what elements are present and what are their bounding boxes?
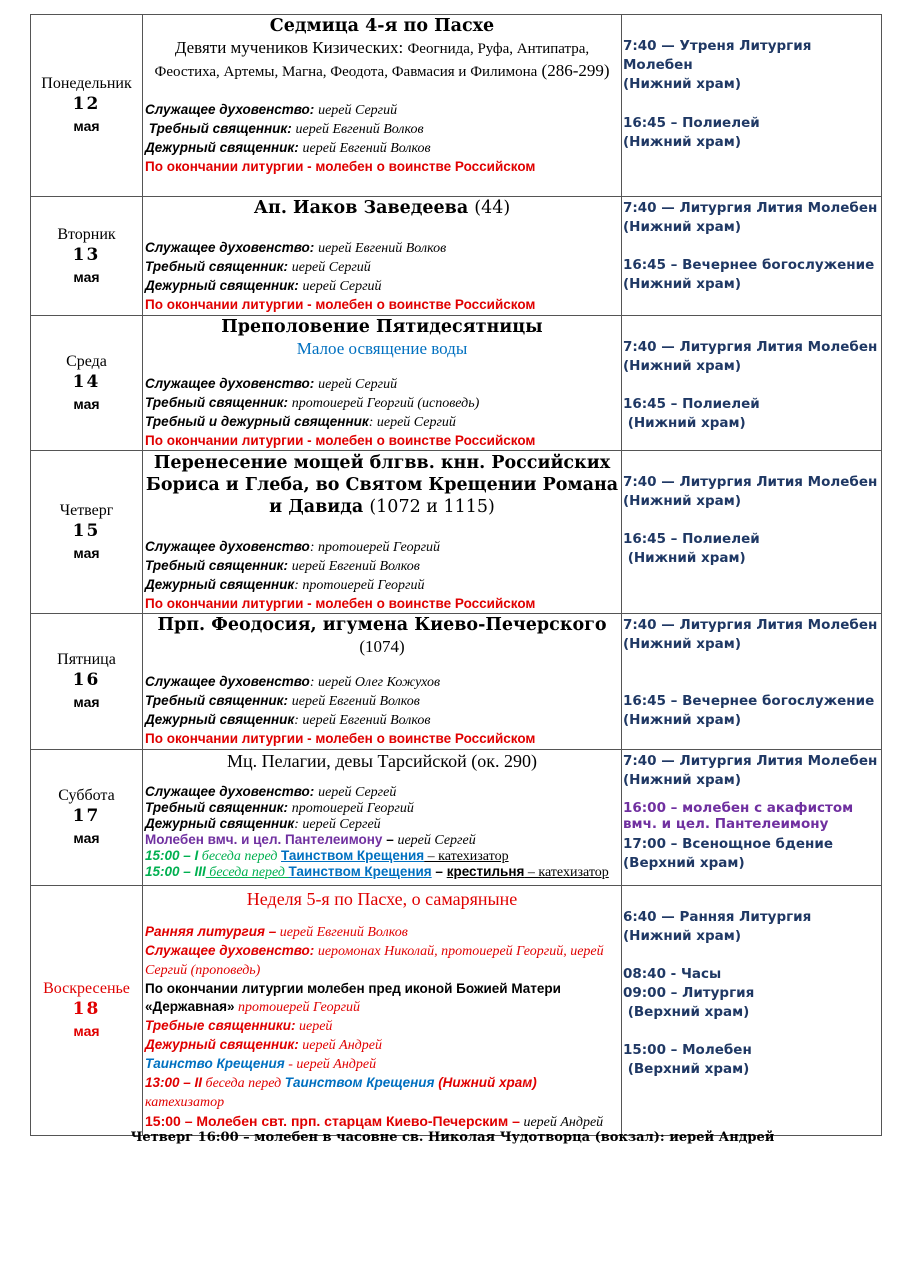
service-place: (Нижний храм) bbox=[623, 415, 746, 431]
service-line: 16:45 – Вечернее богослужение bbox=[623, 257, 875, 273]
service-place: (Нижний храм) bbox=[623, 276, 741, 292]
beseda-line: 15:00 – III беседа перед Таинством Крещения – крестильня – катехизатор bbox=[145, 864, 609, 880]
feast-years: (1074) bbox=[359, 637, 405, 656]
service-place: (Нижний храм) bbox=[623, 636, 741, 652]
service-place: (Нижний храм) bbox=[623, 493, 741, 509]
service-line: 15:00 – Молебен bbox=[623, 1042, 752, 1058]
services-cell bbox=[622, 750, 882, 886]
service-line: 17:00 – Всенощное бдение bbox=[623, 836, 833, 852]
feast-cell bbox=[143, 316, 622, 451]
clergy-line: Служащее духовенство: иерей Сергий bbox=[145, 102, 398, 118]
service-place: (Верхний храм) bbox=[623, 1004, 750, 1020]
service-line: 7:40 — Утреня Литургия Молебен bbox=[623, 38, 812, 73]
last-moleben-line: 15:00 – Молебен свт. прп. старцам Киево-Печерским – иерей Андрей bbox=[145, 1113, 604, 1130]
clergy-line: Служащее духовенство: иерей Сергий bbox=[145, 376, 398, 392]
service-place: (Верхний храм) bbox=[623, 1061, 750, 1077]
day-number: 18 bbox=[72, 999, 101, 1019]
beseda-end-line: катехизатор bbox=[145, 1095, 225, 1110]
footer-note: Четверг 16:00 – молебен в часовне св. Николая Чудотворца (вокзал): иерей Андрей bbox=[130, 1130, 775, 1145]
day-month: мая bbox=[73, 694, 100, 710]
clergy-line: Служащее духовенство: иерей Олег Кожухов bbox=[145, 674, 441, 690]
day-name: Среда bbox=[66, 352, 107, 370]
day-month: мая bbox=[73, 395, 100, 412]
service-line: 6:40 — Ранняя Литургия bbox=[623, 909, 812, 925]
service-place: (Нижний храм) bbox=[623, 134, 741, 150]
moleben-line: Молебен вмч. и цел. Пантелеимону – иерей Сергей bbox=[145, 832, 476, 848]
service-line: 7:40 — Литургия Лития Молебен bbox=[623, 200, 878, 216]
duty-line: Дежурный священник: протоиерей Георгий bbox=[145, 577, 425, 593]
beseda-line: 15:00 – I беседа перед Таинством Крещения – катехизатор bbox=[145, 848, 509, 864]
day-number: 14 bbox=[72, 371, 101, 392]
day-number: 13 bbox=[72, 244, 101, 265]
feast-title: Неделя 5-я по Пасхе, о самаряныне bbox=[246, 889, 518, 909]
trebny-line: Требный священник: протоиерей Георгий bbox=[145, 800, 414, 816]
day-month: мая bbox=[73, 544, 100, 561]
day-name: Пятница bbox=[57, 651, 116, 668]
moleben-line: По окончании литургии молебен пред иконой Божией Матери «Державная» протоиерей Георгий bbox=[145, 981, 561, 1015]
day-row-tuesday bbox=[31, 197, 882, 316]
day-row-saturday bbox=[31, 750, 882, 886]
service-line: 7:40 — Литургия Лития Молебен bbox=[623, 617, 878, 633]
day-number: 16 bbox=[72, 670, 101, 690]
moleben-note: По окончании литургии - молебен о воинстве Российском bbox=[145, 433, 536, 448]
duty-line: Дежурный священник: иерей Сергий bbox=[145, 278, 382, 294]
schedule-table bbox=[30, 14, 882, 1136]
day-name: Вторник bbox=[57, 225, 116, 243]
service-line: 7:40 — Литургия Лития Молебен bbox=[623, 753, 878, 769]
feast-cell bbox=[143, 614, 622, 750]
clergy-line: Служащее духовенство: иеромонах Николай, протоиерей Георгий, иерей Сергий (проповедь) bbox=[145, 943, 604, 978]
service-line: 16:00 – молебен с акафистом вмч. и цел. Пантелеимону bbox=[623, 800, 854, 832]
trebny-line: Требный священник: иерей Сергий bbox=[145, 259, 371, 275]
feast-title: Мц. Пелагии, девы Тарсийской (ок. 290) bbox=[227, 751, 537, 771]
service-place: (Нижний храм) bbox=[623, 219, 741, 235]
clergy-line: Служащее духовенство: иерей Евгений Волков bbox=[145, 240, 447, 256]
trebny-line: Требный священник: иерей Евгений Волков bbox=[145, 693, 420, 709]
day-month: мая bbox=[73, 118, 100, 134]
day-row-friday bbox=[31, 614, 882, 750]
service-line: 7:40 — Литургия Лития Молебен bbox=[623, 474, 878, 490]
feast-subtitle bbox=[145, 37, 619, 83]
services-cell bbox=[622, 451, 882, 614]
duty-line: Дежурный священник: иерей Сергей bbox=[145, 816, 381, 832]
service-place: (Верхний храм) bbox=[623, 855, 745, 871]
service-place: (Нижний храм) bbox=[623, 772, 741, 788]
service-line: 09:00 – Литургия bbox=[623, 985, 755, 1001]
beseda-line: 13:00 – II беседа перед Таинством Крещения (Нижний храм) bbox=[145, 1075, 537, 1091]
duty-line: Дежурный священник: иерей Евгений Волков bbox=[145, 140, 431, 156]
services-cell bbox=[622, 197, 882, 316]
service-place: (Нижний храм) bbox=[623, 550, 746, 566]
trebny-line: Требный священник: иерей Евгений Волков bbox=[148, 121, 424, 137]
moleben-note: По окончании литургии - молебен о воинстве Российском bbox=[145, 159, 536, 174]
trebny-line: Требный священник: иерей Евгений Волков bbox=[145, 558, 420, 574]
feast-title: Седмица 4-я по Пасхе bbox=[269, 16, 495, 36]
trebny-line: Требные священники: иерей bbox=[145, 1018, 333, 1034]
services-cell bbox=[622, 316, 882, 451]
feast-subtitle-main: Девяти мучеников Кизических: bbox=[174, 38, 404, 57]
service-line: 16:45 – Полиелей bbox=[623, 531, 760, 547]
moleben-note: По окончании литургии - молебен о воинстве Российском bbox=[145, 297, 536, 312]
services-cell bbox=[622, 15, 882, 197]
feast-subtitle: Малое освящение воды bbox=[296, 339, 468, 358]
day-name: Понедельник bbox=[41, 75, 132, 92]
service-line: 16:45 – Вечернее богослужение bbox=[623, 693, 875, 709]
feast-title: Прп. Феодосия, игумена Киево-Печерского bbox=[157, 615, 607, 635]
day-row-wednesday bbox=[31, 316, 882, 451]
day-cell bbox=[31, 614, 143, 750]
service-place: (Нижний храм) bbox=[623, 712, 741, 728]
feast-subtitle-names: Феогнида, Руфа, Антипатра, Феостиха, Артемы, Магна, Феодота, Фавмасия и Филимона bbox=[154, 41, 590, 80]
clergy-line: Служащее духовенство: протоиерей Георгий bbox=[145, 539, 441, 555]
feast-cell bbox=[143, 750, 622, 886]
trebny-line: Требный священник: протоиерей Георгий (исповедь) bbox=[145, 395, 480, 411]
feast-cell bbox=[143, 451, 622, 614]
day-number: 15 bbox=[72, 520, 101, 541]
feast-cell bbox=[143, 197, 622, 316]
day-month: мая bbox=[73, 268, 100, 285]
day-cell bbox=[31, 451, 143, 614]
duty-line: Дежурный священник: иерей Евгений Волков bbox=[145, 712, 431, 728]
duty-line: Дежурный священник: иерей Андрей bbox=[145, 1037, 382, 1053]
feast-title: Перенесение мощей блгвв. кнн. Российских Бориса и Глеба, во Святом Крещении Романа и Давида (1072 и 1115) bbox=[145, 453, 619, 517]
service-place: (Нижний храм) bbox=[623, 358, 741, 374]
day-cell bbox=[31, 750, 143, 886]
services-cell bbox=[622, 614, 882, 750]
day-name: Суббота bbox=[58, 787, 115, 804]
services-cell bbox=[622, 886, 882, 1136]
feast-years: (286-299) bbox=[541, 61, 610, 80]
day-cell bbox=[31, 197, 143, 316]
feast-cell bbox=[143, 15, 622, 197]
early-liturgy-line: Ранняя литургия – иерей Евгений Волков bbox=[145, 924, 408, 940]
service-place: (Нижний храм) bbox=[623, 76, 741, 92]
clergy-line: Служащее духовенство: иерей Сергей bbox=[145, 784, 397, 800]
service-line: 08:40 - Часы bbox=[623, 966, 722, 982]
day-month: мая bbox=[73, 1023, 100, 1039]
feast-title: Преполовение Пятидесятницы bbox=[221, 317, 543, 337]
day-cell bbox=[31, 886, 143, 1136]
moleben-note: По окончании литургии - молебен о воинстве Российском bbox=[145, 596, 536, 611]
day-month: мая bbox=[73, 830, 100, 846]
day-cell bbox=[31, 316, 143, 451]
service-line: 16:45 – Полиелей bbox=[623, 115, 760, 131]
day-row-sunday bbox=[31, 886, 882, 1136]
duty-line: Требный и дежурный священник: иерей Сергий bbox=[145, 414, 456, 430]
day-cell bbox=[31, 15, 143, 197]
service-line: 7:40 — Литургия Лития Молебен bbox=[623, 339, 878, 355]
day-name: Воскресенье bbox=[43, 980, 130, 997]
service-line: 16:45 – Полиелей bbox=[623, 396, 760, 412]
feast-cell bbox=[143, 886, 622, 1136]
day-number: 17 bbox=[72, 806, 101, 826]
service-place: (Нижний храм) bbox=[623, 928, 741, 944]
day-number: 12 bbox=[72, 94, 101, 114]
day-row-thursday bbox=[31, 451, 882, 614]
moleben-note: По окончании литургии - молебен о воинстве Российском bbox=[145, 731, 536, 746]
day-row-monday bbox=[31, 15, 882, 197]
day-name: Четверг bbox=[59, 501, 114, 519]
baptism-line: Таинство Крещения - иерей Андрей bbox=[145, 1056, 377, 1072]
feast-title: Ап. Иаков Заведеева (44) bbox=[253, 198, 511, 218]
